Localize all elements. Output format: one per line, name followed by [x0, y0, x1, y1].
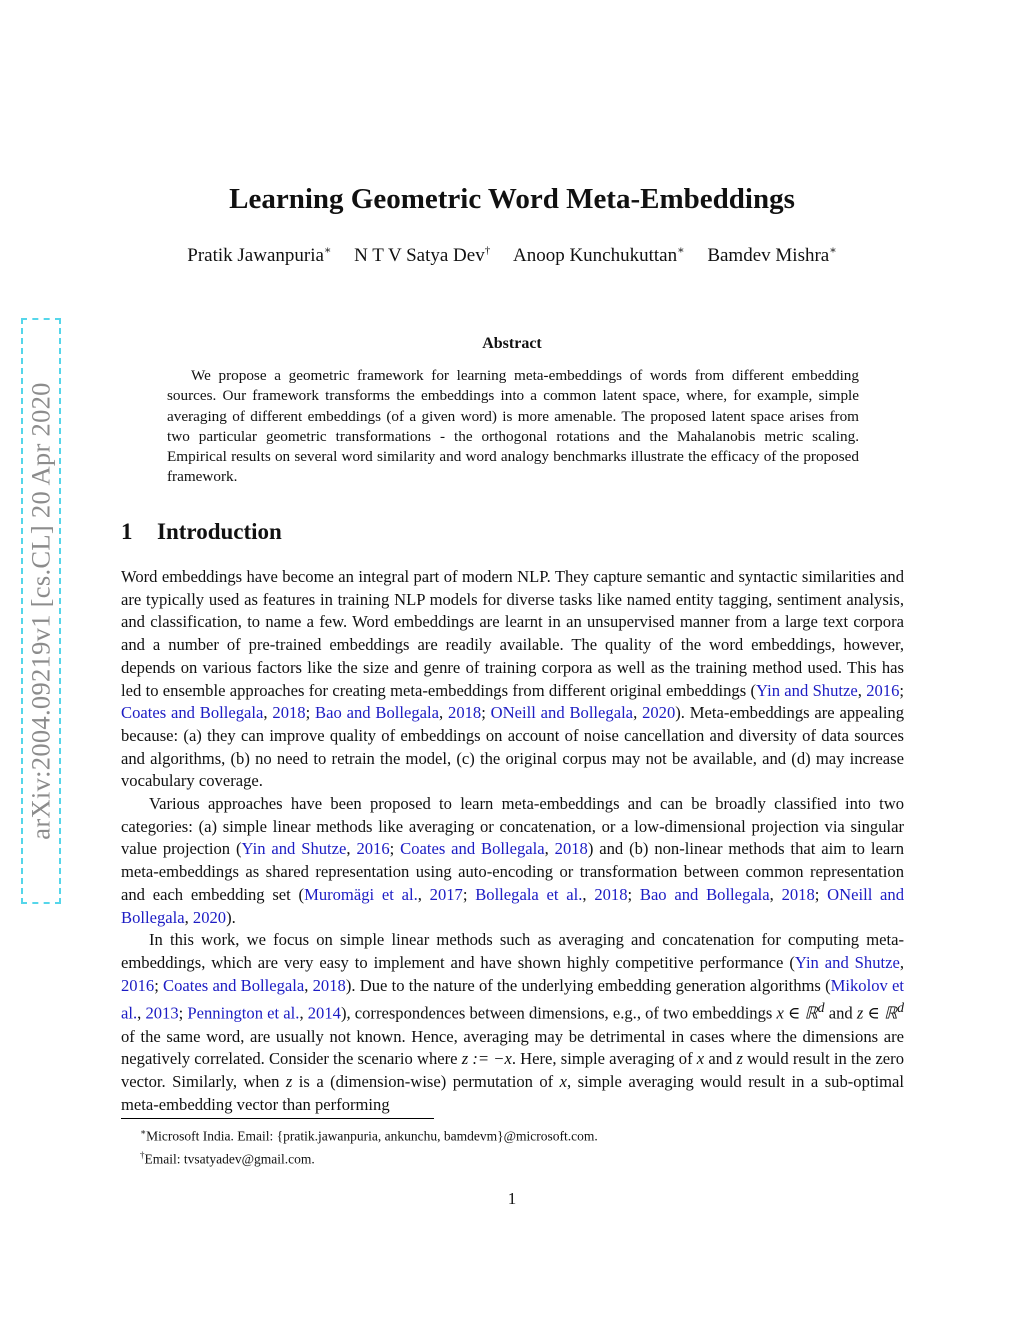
author: Pratik Jawanpuria∗ [187, 245, 332, 267]
paper-title: Learning Geometric Word Meta-Embeddings [229, 183, 795, 215]
author-list [0, 244, 1024, 267]
text-run: , [439, 703, 449, 723]
citation-link[interactable]: Muromägi et al. [304, 884, 418, 904]
citation-link[interactable]: Bao and Bollegala [315, 703, 440, 723]
citation-link[interactable]: 2018 [272, 703, 306, 723]
citation-link[interactable]: 2016 [356, 839, 390, 859]
text-run: , [417, 884, 430, 904]
text-run: ; [178, 1003, 188, 1023]
text-run: ; [305, 703, 316, 723]
citation-link[interactable]: Coates and Bollegala [163, 975, 305, 995]
math-symbol: x ∈ ℝ [776, 1003, 818, 1023]
page-number: 1 [507, 1189, 517, 1208]
citation-link[interactable]: Bao and Bollegala [639, 884, 770, 904]
citation-link[interactable]: 2018 [781, 884, 815, 904]
arxiv-identifier: arXiv:2004.09219v1 [cs.CL] 20 Apr 2020 [25, 382, 56, 840]
author: Bamdev Mishra∗ [707, 245, 837, 267]
text-run: , [582, 884, 595, 904]
math-symbol: d [817, 1000, 825, 1016]
text-run: Word embeddings have become an integral part of modern NLP. They capture semantic and syntactic similarities and are typically used as features in training NLP models for diverse tasks like named entity tagging, sentiment analysis, and classification, to name a few. Word embeddings are learnt in an unsupervised manner from a large text corpora and a number of pre-trained embeddings are readily available. The quality of the word embeddings, however, depends on various factors like the size and genre of training corpora as well as the training method used. This has led to ensemble approaches for creating meta-embeddings from different original embeddings ( [121, 567, 904, 700]
citation-link[interactable]: 2017 [429, 884, 463, 904]
text-run: ), correspondences between dimensions, e.g., of two embeddings [340, 1003, 777, 1023]
footnote: ∗Microsoft India. Email: {pratik.jawanpuria, ankunchu, bamdevm}@microsoft.com. [140, 1127, 598, 1144]
text-run: , [184, 907, 193, 927]
math-symbol: z [285, 1072, 293, 1091]
text-run: of the same word, are usually not known. Hence, averaging may be detrimental in cases where the dimensions are negatively correlated. Consider the scenario where [121, 1026, 904, 1069]
text-run: , [304, 975, 313, 995]
footnotes [140, 1123, 598, 1168]
text-run: , [346, 839, 357, 859]
abstract-heading: Abstract [482, 335, 542, 352]
citation-link[interactable]: 2018 [312, 975, 346, 995]
text-run: , [137, 1003, 146, 1023]
citation-link[interactable]: Pennington et al. [187, 1003, 300, 1023]
text-run: , [899, 952, 904, 972]
text-run: . Here, simple averaging of [511, 1049, 697, 1069]
text-run: ; [627, 884, 640, 904]
text-run: , [769, 884, 782, 904]
citation-link[interactable]: Bollegala et al. [475, 884, 583, 904]
math-symbol: x [696, 1049, 705, 1069]
text-run: ; [154, 975, 164, 995]
text-run: , simple averaging would result in a sub-optimal meta-embedding vector than performing [121, 1072, 904, 1114]
citation-link[interactable]: 2013 [145, 1003, 179, 1023]
footnote-rule [121, 1118, 434, 1119]
math-symbol: z := −x [461, 1049, 512, 1069]
text-run: ). Meta-embeddings are appealing because: (a) they can improve quality of embeddings on account of noise cancellation and diversity of data sources and algorithms, (b) no need to retrain the model, (c) the original corpus may not be available, and (d) may increase vocabulary coverage. [121, 703, 905, 791]
text-run: ; [462, 884, 476, 904]
citation-link[interactable]: 2020 [192, 907, 227, 927]
citation-link[interactable]: Yin and Shutze [794, 952, 900, 972]
math-symbol: z [736, 1049, 743, 1069]
paragraph [121, 793, 904, 929]
citation-link[interactable]: Coates and Bollegala [400, 839, 545, 859]
paragraph [121, 929, 904, 1116]
section-heading [121, 519, 282, 545]
text-run: is a (dimension-wise) permutation of [292, 1072, 560, 1091]
text-run: , [633, 703, 643, 723]
text-run: ). Due to the nature of the underlying embedding generation algorithms ( [345, 975, 831, 995]
text-run: ; [814, 884, 828, 904]
text-run: , [299, 1003, 308, 1023]
footnote: †Email: tvsatyadev@gmail.com. [140, 1149, 315, 1166]
text-run: and [704, 1049, 737, 1069]
author: N T V Satya Dev† [354, 245, 491, 267]
text-run: would result in the zero vector. Similarly, when [121, 1049, 904, 1091]
text-run: and [824, 1003, 857, 1023]
text-run: ; [899, 680, 905, 700]
introduction-body [121, 566, 904, 1116]
citation-link[interactable]: Yin and Shutze [241, 839, 347, 859]
text-run: , [857, 680, 867, 700]
citation-link[interactable]: ONeill and Bollegala [121, 884, 905, 927]
text-run: ; [389, 839, 401, 859]
text-run: ) and (b) non-linear methods that aim to learn meta-embeddings as shared representation using auto-encoding or transformation between common representation and each embedding set ( [121, 839, 905, 904]
citation-link[interactable]: Yin and Shutze [756, 680, 858, 700]
citation-link[interactable]: 2016 [121, 975, 155, 995]
text-run: ). [226, 907, 236, 927]
section-number: 1 [121, 519, 133, 544]
citation-link[interactable]: 2018 [594, 884, 628, 904]
text-run: , [263, 703, 273, 723]
section-title: Introduction [157, 519, 282, 544]
math-symbol: x [559, 1072, 568, 1091]
author: Anoop Kunchukuttan∗ [512, 245, 685, 267]
text-run: Various approaches have been proposed to learn meta-embeddings and can be broadly classified into two categories: (a) simple linear methods like averaging or concatenation, or a low-dimensional projection via singular value projection ( [121, 794, 904, 859]
citation-link[interactable]: 2018 [554, 839, 588, 859]
text-run: , [544, 839, 555, 859]
text-run: In this work, we focus on simple linear methods such as averaging and concatenation for computing meta-embeddings, which are very easy to implement and have shown highly competitive performance ( [121, 930, 904, 972]
citation-link[interactable]: 2018 [448, 703, 482, 723]
citation-link[interactable]: 2020 [642, 703, 676, 723]
math-symbol: z ∈ ℝ [856, 1003, 898, 1023]
paragraph [121, 566, 904, 793]
text-run: ; [481, 703, 491, 723]
citation-link[interactable]: 2016 [866, 680, 900, 700]
math-symbol: d [897, 1000, 905, 1016]
arxiv-stamp [21, 318, 61, 904]
citation-link[interactable]: Coates and Bollegala [121, 703, 264, 723]
citation-link[interactable]: 2014 [307, 1003, 341, 1023]
citation-link[interactable]: ONeill and Bollegala [490, 703, 634, 723]
citation-link[interactable]: Mikolov et al. [121, 975, 904, 1023]
abstract-text: We propose a geometric framework for learning meta-embeddings of words from different embedding sources. Our framework transforms the embeddings into a common latent space, where, for example, simple averaging of different embeddings (of a given word) is more amenable. The proposed latent space arises from two particular geometric transformations - the orthogonal rotations and the Mahalanobis metric scaling. Empirical results on several word similarity and word analogy benchmarks illustrate the efficacy of the proposed framework. [167, 367, 859, 486]
